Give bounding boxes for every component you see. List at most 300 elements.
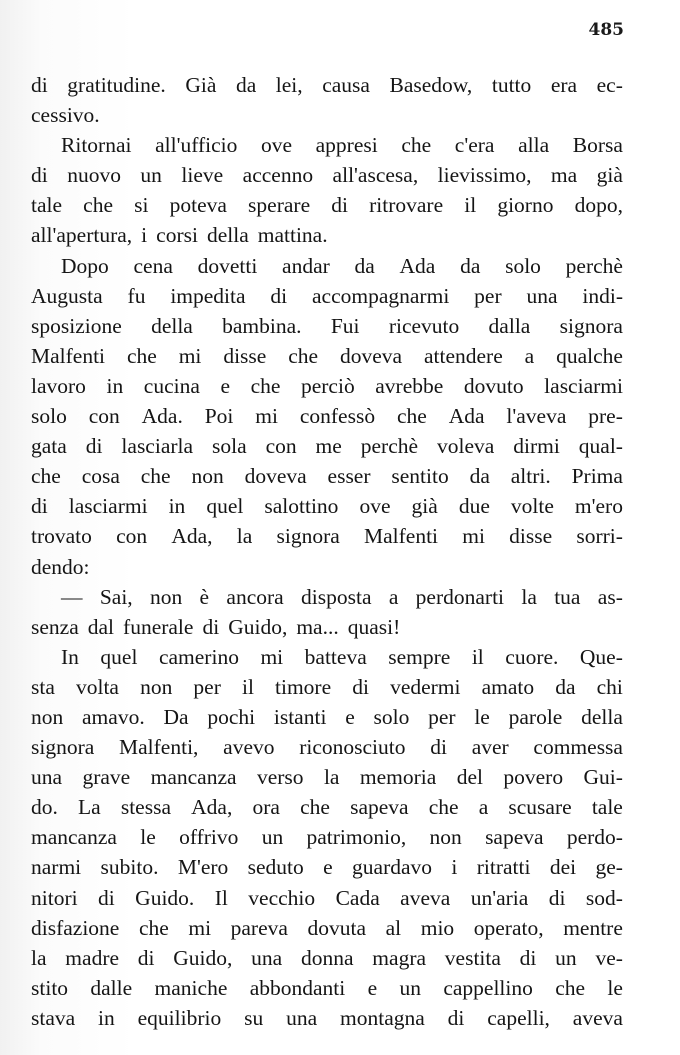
word: il [241, 674, 254, 699]
word: nitori [31, 885, 78, 910]
text-line [31, 521, 623, 551]
word: trovato [31, 524, 92, 549]
word: Ada [399, 253, 436, 278]
word: Ada [448, 404, 485, 429]
word: nuovo [67, 163, 121, 188]
word: mi [255, 404, 278, 429]
word: sta [31, 674, 55, 699]
word: abbondanti [249, 975, 346, 1000]
word: Da [163, 704, 189, 729]
word: sentito [391, 464, 449, 489]
word: gata [31, 434, 67, 459]
word: dovuta [307, 915, 367, 940]
word: un [399, 975, 421, 1000]
word: di [430, 735, 447, 760]
page-number: 485 [588, 20, 624, 40]
word: a [524, 343, 535, 368]
word: dalle [90, 975, 133, 1000]
word: dei [549, 855, 577, 880]
word: Gui- [583, 765, 623, 790]
word: non [31, 704, 64, 729]
word: dendo: [31, 554, 90, 579]
word: operato, [473, 915, 544, 940]
word: corsi [156, 223, 198, 248]
word: cappellino [443, 975, 533, 1000]
text-line [31, 311, 623, 341]
word: verso [256, 765, 304, 790]
text-line [31, 461, 623, 491]
word: i [141, 223, 148, 248]
word: pre- [588, 404, 623, 429]
word: era [550, 73, 578, 97]
word: Cada [335, 885, 380, 910]
word: con [116, 524, 148, 549]
word: ove [359, 494, 391, 519]
word: che [396, 404, 427, 429]
word: dalla [488, 313, 531, 338]
word: sorri- [576, 524, 623, 549]
word: una [251, 945, 283, 970]
word: e [220, 373, 231, 398]
word: Fui [330, 313, 360, 338]
word: Sai, [99, 584, 133, 609]
word: sod- [585, 885, 623, 910]
text-line [31, 702, 623, 732]
word: perdo- [566, 825, 623, 850]
word: guardavo [352, 855, 433, 880]
word: equilibrio [137, 1005, 222, 1030]
word: dopo, [574, 193, 623, 218]
word: sapeva [485, 825, 544, 850]
text-line [31, 582, 623, 612]
word: Basedow, [389, 73, 473, 97]
word: in [98, 1005, 115, 1030]
word: da [460, 253, 481, 278]
word: as- [597, 584, 623, 609]
word: solo [373, 704, 410, 729]
word: a [478, 795, 489, 820]
word: salottino [264, 494, 339, 519]
text-line [31, 852, 623, 882]
word: offrivo [179, 825, 239, 850]
word: Già [185, 73, 217, 97]
word: gratitudine. [67, 73, 166, 97]
word: giorno [497, 193, 554, 218]
word: la [323, 765, 340, 790]
word: di [270, 283, 288, 308]
text-line [31, 883, 623, 913]
word: che [401, 133, 432, 158]
word: dirmi [513, 434, 560, 459]
text-line [31, 251, 623, 281]
text-line [31, 642, 623, 672]
word: per [193, 674, 221, 699]
word: andar [282, 253, 330, 278]
word: voleva [437, 434, 495, 459]
word: povero [503, 765, 564, 790]
word: l'aveva [506, 404, 567, 429]
word: disse [509, 524, 553, 549]
word: della [206, 223, 249, 248]
word: stessa [120, 795, 172, 820]
word: la [31, 945, 47, 970]
word: mattina. [257, 223, 328, 248]
word: donna [300, 945, 354, 970]
word: Ada, [191, 795, 233, 820]
word: e [345, 704, 355, 729]
word: disposta [301, 584, 372, 609]
word: di [202, 614, 220, 639]
word: a [388, 584, 399, 609]
word: esser [327, 464, 371, 489]
word: e [323, 855, 333, 880]
word: indi- [582, 283, 623, 308]
text-line [31, 822, 623, 852]
word: timore [275, 674, 332, 699]
word: Ada, [171, 524, 213, 549]
word: commessa [533, 735, 623, 760]
text-line [31, 792, 623, 822]
word: Guido, [228, 614, 288, 639]
word: che [31, 464, 61, 489]
word: ge- [595, 855, 623, 880]
word: Malfenti [364, 524, 439, 549]
word: lavoro [31, 373, 86, 398]
word: doveva [339, 343, 403, 368]
word: di [98, 885, 115, 910]
word: con [265, 434, 297, 459]
word: una [31, 765, 63, 790]
word: in [106, 373, 124, 398]
word: su [244, 1005, 264, 1030]
word: do. [31, 795, 58, 820]
word: ritrovare [369, 193, 444, 218]
word: causa [322, 73, 370, 97]
word: perdonarti [415, 584, 505, 609]
text-line [31, 431, 623, 461]
word: dal [87, 614, 115, 639]
word: che [288, 343, 319, 368]
word: cessivo. [31, 103, 100, 128]
text-line [31, 552, 623, 582]
word: sempre [388, 644, 451, 669]
word: scusare [508, 795, 572, 820]
word: istanti [273, 704, 327, 729]
word: al [385, 915, 402, 940]
word: M'ero [177, 855, 229, 880]
word: volte [510, 494, 554, 519]
word: tutto [491, 73, 532, 97]
word: ma [550, 163, 578, 188]
text-line [31, 281, 623, 311]
word: sposizione [31, 313, 122, 338]
word: accenno [242, 163, 314, 188]
word: vedermi [390, 674, 461, 699]
word: ve- [595, 945, 623, 970]
word: perchè [360, 434, 419, 459]
word: avevo [223, 735, 275, 760]
word: alla [518, 133, 550, 158]
word: mancanza [150, 765, 237, 790]
word: Guido, [173, 945, 233, 970]
word: sperare [248, 193, 311, 218]
word: sapeva [350, 795, 409, 820]
word: madre [65, 945, 120, 970]
word: perciò [300, 373, 355, 398]
word: ma... [296, 614, 339, 639]
text-line [31, 70, 623, 100]
word: bambina. [222, 313, 302, 338]
word: Dopo [61, 253, 109, 278]
text-line [31, 913, 623, 943]
word: aver [471, 735, 509, 760]
word: sola [211, 434, 247, 459]
word: una [286, 1005, 318, 1030]
word: Borsa [572, 133, 623, 158]
word: — [61, 584, 83, 609]
word: in [168, 494, 186, 519]
word: tale [591, 795, 623, 820]
word: mi [178, 343, 202, 368]
word: dovuto [463, 373, 524, 398]
word: In [61, 644, 79, 669]
word: il [471, 644, 484, 669]
word: capelli, [487, 1005, 550, 1030]
word: patrimonio, [306, 825, 407, 850]
word: m'ero [574, 494, 623, 519]
word: mi [462, 524, 485, 549]
word: Ada. [141, 404, 183, 429]
word: ritratti [476, 855, 531, 880]
word: tua [554, 584, 581, 609]
word: di [331, 193, 348, 218]
word: che [140, 464, 171, 489]
word: stava [31, 1005, 76, 1030]
word: all'ascesa, [332, 163, 419, 188]
word: da [469, 464, 490, 489]
word: non [149, 584, 183, 609]
word: di [31, 163, 48, 188]
word: signora [559, 313, 623, 338]
word: di [137, 945, 155, 970]
word: e [367, 975, 378, 1000]
word: un [140, 163, 162, 188]
word: già [411, 494, 438, 519]
word: signora [31, 735, 95, 760]
word: quasi! [347, 614, 401, 639]
word: che [428, 795, 459, 820]
word: ancora [226, 584, 284, 609]
word: di [548, 885, 566, 910]
word: Prima [571, 464, 623, 489]
word: le [140, 825, 156, 850]
word: qual- [578, 434, 623, 459]
word: non [191, 464, 224, 489]
word: vestita [444, 945, 501, 970]
word: chi [596, 674, 623, 699]
word: disse [223, 343, 267, 368]
word: maniche [154, 975, 228, 1000]
word: mi [188, 915, 212, 940]
word: disfazione [31, 915, 120, 940]
word: che [300, 795, 330, 820]
word: attendere [423, 343, 503, 368]
text-line [31, 491, 623, 521]
word: un [555, 945, 577, 970]
word: da [555, 674, 576, 699]
word: da [354, 253, 375, 278]
word: Que- [579, 644, 623, 669]
word: amavo. [82, 704, 145, 729]
word: altri. [510, 464, 551, 489]
word: non [140, 674, 173, 699]
word: che [250, 373, 281, 398]
word: Augusta [31, 283, 103, 308]
word: quel [206, 494, 244, 519]
word: lei, [275, 73, 303, 97]
word: ricevuto [388, 313, 460, 338]
word: lasciarmi [544, 373, 623, 398]
word: di [31, 73, 48, 97]
word: della [151, 313, 193, 338]
word: solo [505, 253, 541, 278]
word: all'ufficio [155, 133, 238, 158]
word: si [134, 193, 149, 218]
word: lieve [181, 163, 224, 188]
word: doveva [244, 464, 307, 489]
word: camerino [158, 644, 239, 669]
word: della [581, 704, 623, 729]
word: che [555, 975, 586, 1000]
word: di [519, 945, 537, 970]
word: Ritornai [61, 133, 132, 158]
word: seduto [247, 855, 304, 880]
text-line [31, 1003, 623, 1033]
word: signora [276, 524, 340, 549]
word: Malfenti, [119, 735, 199, 760]
word: vecchio [248, 885, 316, 910]
text-line [31, 612, 623, 642]
word: di [352, 674, 369, 699]
word: avrebbe [375, 373, 444, 398]
word: che [83, 193, 114, 218]
word: mancanza [31, 825, 117, 850]
text-line [31, 762, 623, 792]
word: cucina [143, 373, 200, 398]
word: le [607, 975, 623, 1000]
word: che [126, 343, 157, 368]
word: la [521, 584, 537, 609]
word: cuore. [505, 644, 559, 669]
word: lasciarla [121, 434, 194, 459]
word: pareva [230, 915, 288, 940]
text-line [31, 943, 623, 973]
text-line [31, 672, 623, 702]
word: perchè [565, 253, 623, 278]
word: c'era [454, 133, 495, 158]
word: volta [75, 674, 119, 699]
word: riconosciuto [299, 735, 406, 760]
text-line [31, 220, 623, 250]
body-text [31, 70, 623, 1033]
word: tale [31, 193, 63, 218]
word: di [85, 434, 103, 459]
word: parole [508, 704, 563, 729]
word: un'aria [470, 885, 529, 910]
word: accompagnarmi [312, 283, 450, 308]
word: aveva [400, 885, 451, 910]
word: che [138, 915, 169, 940]
word: poteva [169, 193, 227, 218]
text-line [31, 401, 623, 431]
word: appresi [315, 133, 378, 158]
word: un [261, 825, 284, 850]
word: con [88, 404, 120, 429]
word: subito. [100, 855, 159, 880]
text-line [31, 190, 623, 220]
word: da [235, 73, 257, 97]
word: ec- [596, 73, 623, 97]
word: me [315, 434, 342, 459]
word: ove [260, 133, 293, 158]
word: batteva [304, 644, 367, 669]
word: una [526, 283, 558, 308]
word: impedita [170, 283, 246, 308]
word: di [447, 1005, 465, 1030]
word: già [596, 163, 623, 188]
word: montagna [340, 1005, 425, 1030]
word: fu [127, 283, 146, 308]
word: del [456, 765, 483, 790]
word: amato [481, 674, 535, 699]
word: di [31, 494, 48, 519]
text-line [31, 973, 623, 1003]
word: La [78, 795, 101, 820]
text-line [31, 160, 623, 190]
text-line [31, 732, 623, 762]
word: all'apertura, [31, 223, 133, 248]
word: le [474, 704, 490, 729]
word: grave [82, 765, 131, 790]
word: stito [31, 975, 69, 1000]
word: confessò [299, 404, 376, 429]
text-line [31, 371, 623, 401]
word: la [236, 524, 253, 549]
word: due [458, 494, 490, 519]
word: solo [31, 404, 67, 429]
word: aveva [572, 1005, 623, 1030]
word: mentre [563, 915, 623, 940]
word: dovetti [197, 253, 258, 278]
word: i [451, 855, 458, 880]
word: non [429, 825, 462, 850]
word: memoria [359, 765, 437, 790]
word: senza [31, 614, 79, 639]
word: cena [133, 253, 173, 278]
word: cosa [81, 464, 120, 489]
word: funerale [123, 614, 194, 639]
text-line [31, 130, 623, 160]
word: qualche [556, 343, 623, 368]
word: per [474, 283, 502, 308]
word: è [199, 584, 210, 609]
word: per [428, 704, 456, 729]
word: magra [372, 945, 427, 970]
word: Il [214, 885, 228, 910]
word: il [464, 193, 477, 218]
word: Malfenti [31, 343, 106, 368]
word: mio [420, 915, 455, 940]
